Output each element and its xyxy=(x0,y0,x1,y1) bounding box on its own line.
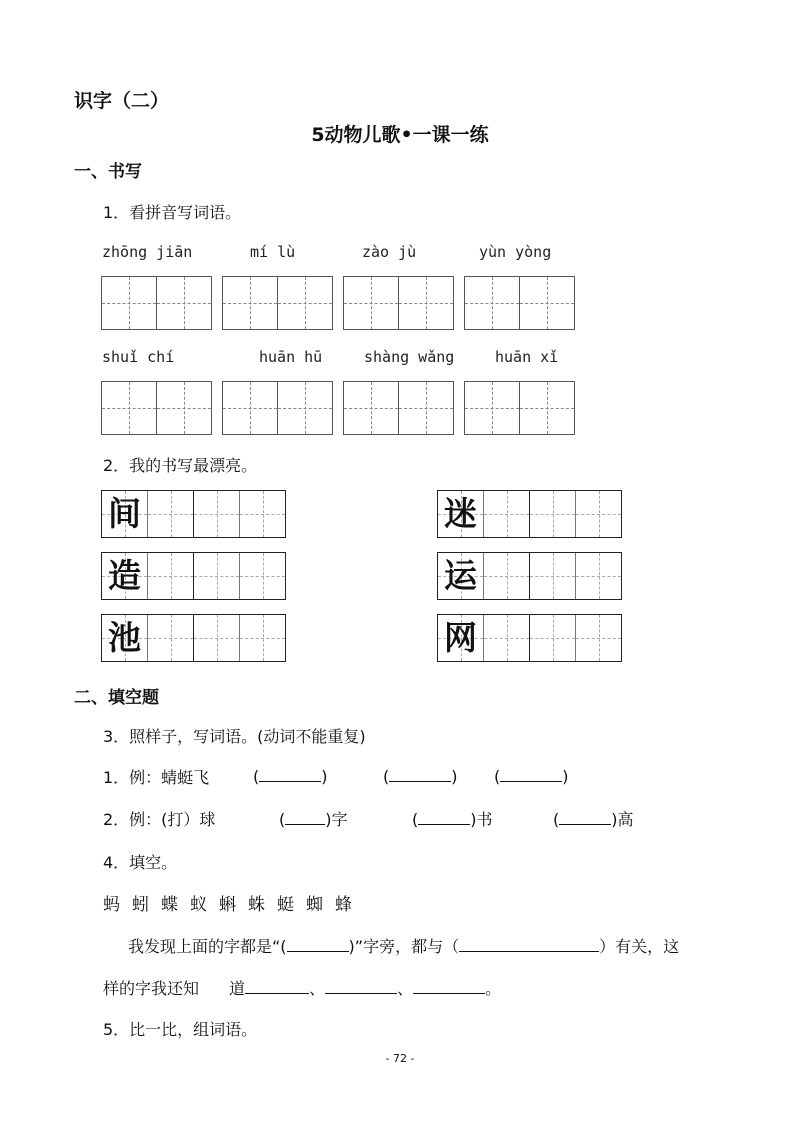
pinyin-label: yùn yòng xyxy=(479,243,552,261)
sentence-text: 道 xyxy=(229,979,246,998)
character: 蜘 xyxy=(306,895,323,915)
writing-grid[interactable] xyxy=(343,276,454,330)
fill-sentence-line-2 xyxy=(103,976,501,999)
sentence-text: 我发现上面的字都是“( xyxy=(128,937,287,956)
writing-grid[interactable] xyxy=(222,381,333,435)
character: 蜂 xyxy=(335,895,352,915)
example-2-prefix: 2．例：(打）球 xyxy=(103,810,216,829)
open-paren: ( xyxy=(383,767,390,786)
radical-blank[interactable] xyxy=(287,935,349,952)
practice-row[interactable] xyxy=(101,552,286,600)
writing-grid[interactable] xyxy=(343,381,454,435)
sentence-text: ）有关，这 xyxy=(599,937,680,956)
writing-grid[interactable] xyxy=(101,381,212,435)
pinyin-label: shuǐ chí xyxy=(102,348,175,366)
practice-row[interactable] xyxy=(101,490,286,538)
word-blank[interactable] xyxy=(245,977,309,994)
close-paren: ) xyxy=(451,767,458,786)
pinyin-label: zhōng jiān xyxy=(102,243,193,261)
pinyin-label: huān xǐ xyxy=(495,348,559,366)
question-4-label: 4．填空。 xyxy=(103,853,178,872)
question-3-label: 3．照样子，写词语。(动词不能重复) xyxy=(103,727,366,746)
open-paren: ( xyxy=(553,810,560,829)
model-character: 间 xyxy=(108,494,141,533)
close-paren: ) xyxy=(470,810,477,829)
close-paren: ) xyxy=(321,767,328,786)
character: 蚁 xyxy=(190,895,207,915)
close-paren: ) xyxy=(611,810,618,829)
pinyin-label: shàng wǎng xyxy=(364,348,455,366)
open-paren: ( xyxy=(412,810,419,829)
meaning-blank[interactable] xyxy=(459,935,599,952)
fill-blank[interactable] xyxy=(253,765,328,786)
sentence-text: 样的字我还知 xyxy=(103,979,200,998)
page-number: - 72 - xyxy=(385,1052,415,1065)
question-1-label: 1．看拼音写词语。 xyxy=(103,203,242,222)
word-blank[interactable] xyxy=(325,977,397,994)
close-paren: ) xyxy=(562,767,569,786)
character: 蜓 xyxy=(277,895,294,915)
section-2-title: 二、填空题 xyxy=(74,688,159,708)
section-1-title: 一、书写 xyxy=(74,162,142,182)
lesson-title: 5动物儿歌•一课一练 xyxy=(311,124,489,146)
model-character: 造 xyxy=(108,556,141,595)
fill-blank[interactable] xyxy=(553,807,634,830)
pinyin-label: huān hū xyxy=(259,348,323,366)
separator: 、 xyxy=(397,979,414,998)
writing-grid[interactable] xyxy=(464,276,575,330)
fill-blank[interactable] xyxy=(279,807,348,830)
sentence-text: )”字旁，都与（ xyxy=(348,937,460,956)
writing-grid[interactable] xyxy=(101,276,212,330)
question-5-label: 5．比一比，组词语。 xyxy=(103,1020,258,1039)
model-character: 池 xyxy=(108,618,141,657)
pinyin-label: zào jù xyxy=(362,243,417,261)
character: 蚂 xyxy=(103,895,120,915)
example-1-prefix: 1．例：蜻蜓飞 xyxy=(103,768,210,787)
unit-title: 识字（二） xyxy=(74,90,170,112)
writing-grid[interactable] xyxy=(464,381,575,435)
practice-row[interactable] xyxy=(437,490,622,538)
suffix: 字 xyxy=(331,810,348,829)
practice-row[interactable] xyxy=(101,614,286,662)
separator: 、 xyxy=(309,979,326,998)
character: 蚓 xyxy=(132,895,149,915)
open-paren: ( xyxy=(279,810,286,829)
open-paren: ( xyxy=(494,767,501,786)
character: 蝌 xyxy=(219,895,236,915)
character: 蝶 xyxy=(161,895,178,915)
writing-grid[interactable] xyxy=(222,276,333,330)
fill-sentence-line-1 xyxy=(128,934,679,957)
pinyin-label: mí lù xyxy=(250,243,296,261)
suffix: 高 xyxy=(617,810,634,829)
word-blank[interactable] xyxy=(413,977,485,994)
open-paren: ( xyxy=(253,767,260,786)
model-character: 网 xyxy=(444,618,477,657)
model-character: 迷 xyxy=(444,494,477,533)
character: 蛛 xyxy=(248,895,265,915)
suffix: 书 xyxy=(476,810,493,829)
fill-blank[interactable] xyxy=(412,807,493,830)
close-paren: ) xyxy=(325,810,332,829)
practice-row[interactable] xyxy=(437,552,622,600)
fill-blank[interactable] xyxy=(494,765,569,786)
period: 。 xyxy=(485,979,502,998)
character-list xyxy=(103,890,352,915)
model-character: 运 xyxy=(444,556,477,595)
question-2-label: 2．我的书写最漂亮。 xyxy=(103,456,258,475)
fill-blank[interactable] xyxy=(383,765,458,786)
practice-row[interactable] xyxy=(437,614,622,662)
